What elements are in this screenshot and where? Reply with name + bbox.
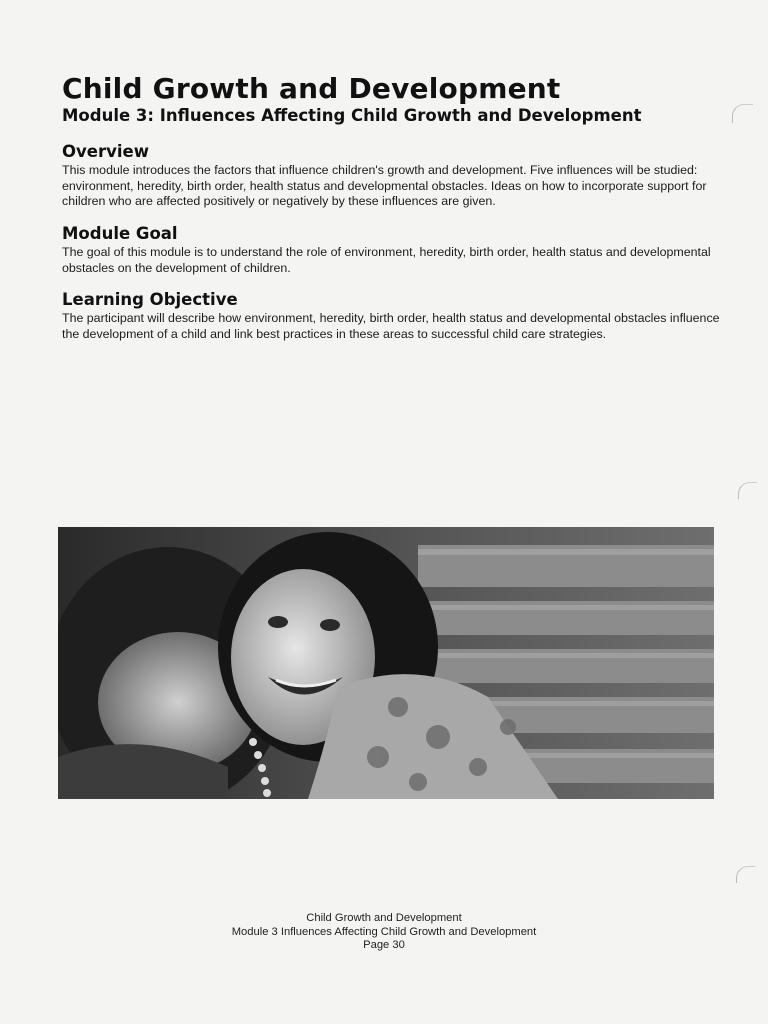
- module-goal-heading: Module Goal: [62, 224, 178, 243]
- learning-objective-heading: Learning Objective: [62, 290, 238, 309]
- page-footer: [0, 912, 768, 953]
- scan-artifact: [732, 104, 753, 123]
- overview-heading: Overview: [62, 142, 149, 161]
- children-photo: [58, 527, 714, 799]
- module-goal-body: The goal of this module is to understand the role of environment, heredity, birth order, health status and developmental obstacles on the development of children.: [62, 245, 711, 275]
- module-subtitle: Module 3: Influences Affecting Child Growth and Development: [62, 106, 642, 125]
- scan-artifact: [736, 866, 755, 883]
- footer-module: Module 3 Influences Affecting Child Growth and Development: [231, 925, 537, 938]
- learning-objective-section: [62, 290, 722, 342]
- module-goal-section: [62, 224, 722, 276]
- learning-objective-body: The participant will describe how environment, heredity, birth order, health status and developmental obstacles influence the development of a child and link best practices in these areas to successful child care strategies.: [62, 311, 720, 341]
- overview-body: This module introduces the factors that influence children's growth and development. Five influences will be studied: environment, heredity, birth order, health status and developmental obstacles. Ideas on how to incorporate support for children who are affected positively or negatively by these influences are given.: [62, 163, 707, 208]
- overview-section: [62, 142, 722, 210]
- page-title: Child Growth and Development: [62, 72, 561, 105]
- scan-artifact: [738, 482, 757, 499]
- page-number: Page 30: [363, 939, 405, 951]
- footer-title: Child Growth and Development: [306, 912, 462, 924]
